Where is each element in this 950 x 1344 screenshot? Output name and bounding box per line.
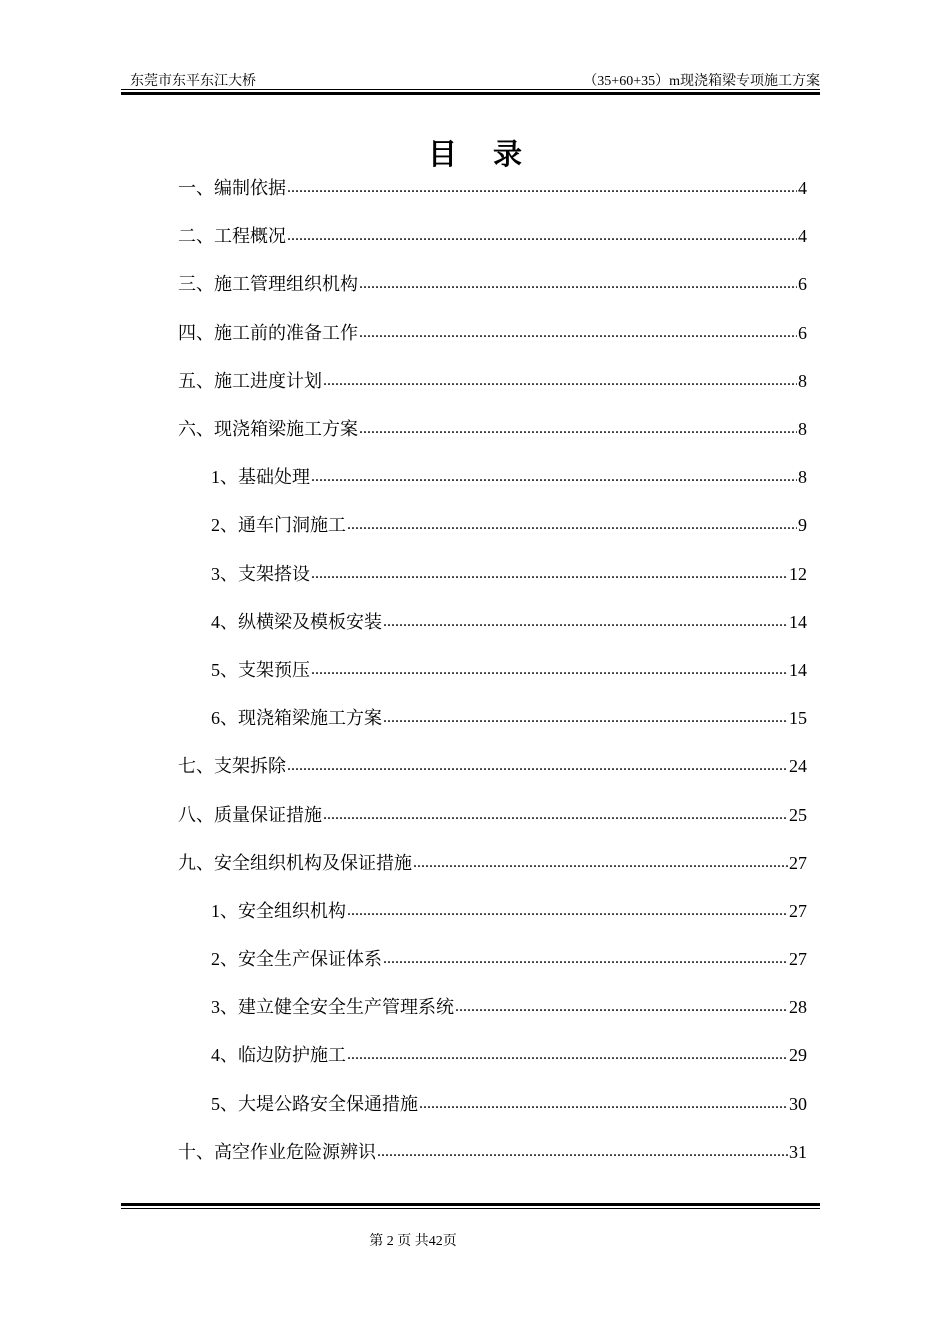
toc-entry-label: 6、现浇箱梁施工方案 <box>211 708 382 729</box>
toc-leader-dots <box>323 369 797 393</box>
toc-entry-label: 九、安全组织机构及保证措施 <box>178 852 412 873</box>
toc-entry-label: 三、施工管理组织机构 <box>178 274 358 295</box>
toc-leader-dots <box>359 321 797 345</box>
toc-entry[interactable] <box>178 453 807 501</box>
toc-entry[interactable] <box>178 1080 807 1128</box>
toc-entry-label: 4、临边防护施工 <box>211 1045 346 1066</box>
toc-entry-page: 14 <box>789 611 807 632</box>
toc-entry[interactable] <box>178 501 807 549</box>
toc-entry[interactable] <box>178 694 807 742</box>
toc-leader-dots <box>359 417 797 441</box>
toc-entry-label: 四、施工前的准备工作 <box>178 322 358 343</box>
toc-entry-page: 29 <box>789 1045 807 1066</box>
toc-entry-label: 一、编制依据 <box>178 178 286 199</box>
toc-entry-page: 14 <box>789 659 807 680</box>
toc-entry-page: 30 <box>789 1093 807 1114</box>
toc-entry-label: 2、通车门洞施工 <box>211 515 346 536</box>
toc-entry-page: 8 <box>798 467 807 488</box>
toc-entry-label: 1、基础处理 <box>211 467 310 488</box>
toc-entry-label: 5、大堤公路安全保通措施 <box>211 1093 418 1114</box>
toc-entry[interactable] <box>178 550 807 598</box>
toc-entry-label: 3、支架搭设 <box>211 563 310 584</box>
toc-entry[interactable] <box>178 887 807 935</box>
toc-entry-page: 31 <box>789 1141 807 1162</box>
toc-entry-page: 4 <box>798 178 807 199</box>
toc-entry[interactable] <box>178 839 807 887</box>
toc-entry-page: 6 <box>798 322 807 343</box>
toc-entry[interactable] <box>178 598 807 646</box>
toc-entry-page: 8 <box>798 419 807 440</box>
header-divider <box>121 89 820 96</box>
toc-entry-page: 12 <box>789 563 807 584</box>
footer-divider <box>121 1203 820 1210</box>
toc-leader-dots <box>311 658 788 682</box>
toc-entry[interactable] <box>178 260 807 308</box>
toc-entry-page: 28 <box>789 997 807 1018</box>
toc-entry-label: 十、高空作业危险源辨识 <box>178 1141 376 1162</box>
toc-entry-page: 6 <box>798 274 807 295</box>
toc-entry-label: 4、纵横梁及模板安装 <box>211 611 382 632</box>
toc-entry-page: 4 <box>798 226 807 247</box>
toc-entry[interactable] <box>178 983 807 1031</box>
toc-entry[interactable] <box>178 790 807 838</box>
toc-entry[interactable] <box>178 1031 807 1079</box>
toc-leader-dots <box>347 1043 788 1067</box>
toc-entry-label: 七、支架拆除 <box>178 756 286 777</box>
toc-entry-label: 六、现浇箱梁施工方案 <box>178 419 358 440</box>
toc-entry-label: 1、安全组织机构 <box>211 900 346 921</box>
toc-leader-dots <box>377 1140 788 1164</box>
toc-entry[interactable] <box>178 164 807 212</box>
toc-entry-label: 八、质量保证措施 <box>178 804 322 825</box>
table-of-contents <box>178 164 807 1176</box>
toc-entry-page: 8 <box>798 370 807 391</box>
toc-entry-label: 二、工程概况 <box>178 226 286 247</box>
toc-entry[interactable] <box>178 309 807 357</box>
toc-entry[interactable] <box>178 646 807 694</box>
toc-entry-page: 15 <box>789 708 807 729</box>
toc-entry-page: 27 <box>789 949 807 970</box>
toc-leader-dots <box>311 562 788 586</box>
toc-entry-label: 2、安全生产保证体系 <box>211 949 382 970</box>
page-title: 目录 <box>427 139 558 171</box>
toc-leader-dots <box>323 803 788 827</box>
toc-entry-page: 24 <box>789 756 807 777</box>
toc-leader-dots <box>287 176 797 200</box>
toc-entry[interactable] <box>178 1128 807 1176</box>
header-document-title: （35+60+35）m现浇箱梁专项施工方案 <box>583 74 820 89</box>
toc-entry-page: 27 <box>789 852 807 873</box>
toc-leader-dots <box>383 610 788 634</box>
toc-entry-label: 3、建立健全安全生产管理系统 <box>211 997 454 1018</box>
toc-leader-dots <box>311 465 797 489</box>
toc-entry[interactable] <box>178 357 807 405</box>
toc-entry-label: 5、支架预压 <box>211 659 310 680</box>
toc-entry[interactable] <box>178 935 807 983</box>
toc-entry-page: 27 <box>789 900 807 921</box>
toc-leader-dots <box>287 754 788 778</box>
header-project-name: 东莞市东平东江大桥 <box>130 74 256 89</box>
toc-entry-page: 25 <box>789 804 807 825</box>
toc-leader-dots <box>383 947 788 971</box>
toc-leader-dots <box>419 1092 788 1116</box>
toc-entry-label: 五、施工进度计划 <box>178 370 322 391</box>
toc-entry-page: 9 <box>798 515 807 536</box>
toc-entry[interactable] <box>178 212 807 260</box>
toc-entry[interactable] <box>178 742 807 790</box>
toc-leader-dots <box>383 706 788 730</box>
toc-leader-dots <box>455 995 788 1019</box>
toc-leader-dots <box>347 899 788 923</box>
page-number: 第 2 页 共42页 <box>369 1234 457 1249</box>
toc-leader-dots <box>347 513 797 537</box>
toc-leader-dots <box>359 272 797 296</box>
toc-leader-dots <box>413 851 788 875</box>
toc-entry[interactable] <box>178 405 807 453</box>
toc-leader-dots <box>287 224 797 248</box>
